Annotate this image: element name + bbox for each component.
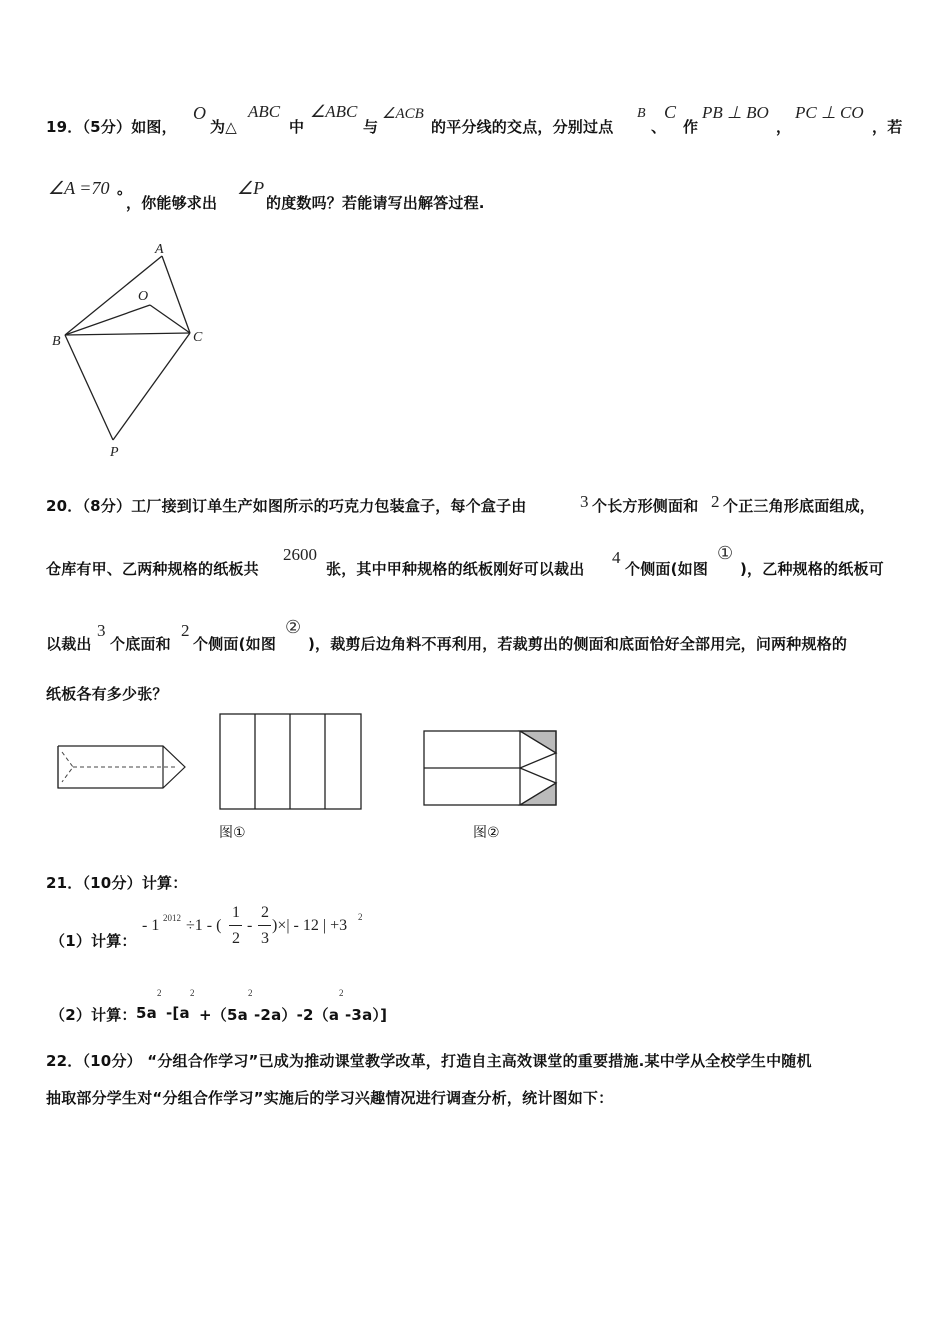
p2-term-2a: -2a）-2（a <box>254 1006 340 1024</box>
p1-fraction1-num: 1 <box>232 904 240 921</box>
q20-text-3b: 个底面和 <box>110 635 171 653</box>
p1-fraction2-num: 2 <box>261 904 269 921</box>
q19-text-zhong: 中 <box>289 118 305 136</box>
q20-text-2a: 仓库有甲、乙两种规格的纸板共 <box>46 560 259 578</box>
q19-zuo: 作 <box>683 118 699 136</box>
q19-ask2: 的度数吗？若能请写出解答过程. <box>266 194 485 212</box>
point-c: C <box>664 102 677 122</box>
q20-num-2600: 2600 <box>283 545 317 564</box>
q19-desc1: 的平分线的交点，分别过点 <box>431 118 614 136</box>
angle-acb: ∠ACB <box>382 106 424 122</box>
point-o: O <box>193 103 206 123</box>
p2-exp-4: 2 <box>339 988 344 998</box>
label-b: B <box>52 334 61 349</box>
p1-fraction1-den: 2 <box>232 930 240 947</box>
angle-a-70: ∠A =70 <box>48 178 110 198</box>
q19-dun: 、 <box>651 118 667 136</box>
figure-2-board <box>422 729 559 809</box>
p1-exponent-2012: 2012 <box>163 913 181 923</box>
q20-text-1b: 个长方形侧面和 <box>592 497 699 515</box>
segment-ac <box>162 256 190 333</box>
angle-abc: ∠ABC <box>310 102 358 121</box>
p2-exp-2: 2 <box>190 988 195 998</box>
p1-fraction2-den: 3 <box>261 930 269 947</box>
pc-perp-co: PC ⊥ CO <box>795 103 864 122</box>
label-p: P <box>110 445 119 460</box>
q19-number: 19．（5分）如图， <box>46 118 177 136</box>
q21-title: 21．（10分）计算： <box>46 874 188 892</box>
q19-geometry-figure <box>40 240 230 465</box>
p2-term-5a: 5a <box>136 1004 157 1022</box>
q19-comma: ， <box>776 118 792 136</box>
point-b: B <box>637 106 646 121</box>
circled-one: ① <box>717 543 734 564</box>
p1-minus-one: - 1 <box>142 917 160 934</box>
p2-exp-3: 2 <box>248 988 253 998</box>
p1-abs-part: )×| - 12 | +3 <box>272 917 348 934</box>
q20-text-1c: 个正三角形底面组成， <box>723 497 876 515</box>
segment-bp <box>65 335 113 440</box>
p2-exp-1: 2 <box>157 988 162 998</box>
q20-num-4: 4 <box>612 548 621 567</box>
q19-ask1: ，你能够求出 <box>126 194 218 212</box>
p2-term-5a2: +（5a <box>199 1006 248 1024</box>
label-c: C <box>193 330 203 345</box>
q20-text-4: 纸板各有多少张？ <box>46 685 168 703</box>
label-o: O <box>138 289 149 304</box>
triangle-abc: ABC <box>248 102 281 121</box>
chocolate-box-figure <box>55 740 190 795</box>
q20-num-2b: 2 <box>181 621 190 640</box>
p2-term-3a: -3a）] <box>345 1006 388 1024</box>
q20-text-2b: 张，其中甲种规格的纸板刚好可以裁出 <box>326 560 585 578</box>
p2-term-a: -[a <box>166 1004 190 1022</box>
circled-two: ② <box>285 617 302 638</box>
q20-num-3b: 3 <box>97 621 106 640</box>
q19-ruo: ，若 <box>872 118 903 136</box>
p1-exponent-2: 2 <box>358 912 363 922</box>
q19-text-wei: 为△ <box>210 118 237 136</box>
q21-part1-label: （1）计算： <box>50 932 137 950</box>
q20-text-3c: 个侧面(如图 <box>193 635 277 653</box>
label-a: A <box>155 242 164 257</box>
p1-fraction2-bar <box>258 925 271 926</box>
degree-sign: ° <box>116 188 124 206</box>
q20-num-3: 3 <box>580 492 589 511</box>
q20-text-3a: 以裁出 <box>46 635 92 653</box>
q22-line1: 22．（10分） “分组合作学习”已成为推动课堂教学改革，打造自主高效课堂的重要措施.某中学从全校学生中随机 <box>46 1052 812 1070</box>
pb-perp-bo: PB ⊥ BO <box>702 103 769 122</box>
figure-1-caption: 图① <box>219 825 246 841</box>
q19-text-yu: 与 <box>363 118 379 136</box>
q20-text-3d: )，裁剪后边角料不再利用，若裁剪出的侧面和底面恰好全部用完，问两种规格的 <box>308 635 848 653</box>
segment-cp <box>113 333 190 440</box>
q20-text-1a: 20．（8分）工厂接到订单生产如图所示的巧克力包装盒子，每个盒子由 <box>46 497 527 515</box>
q21-part2-label: （2）计算： <box>50 1006 137 1024</box>
angle-p: ∠P <box>237 178 265 198</box>
segment-bc <box>65 333 190 335</box>
q20-text-2d: )，乙种规格的纸板可 <box>740 560 884 578</box>
figure-2-caption: 图② <box>473 825 500 841</box>
q22-line2: 抽取部分学生对“分组合作学习”实施后的学习兴趣情况进行调查分析，统计图如下： <box>46 1089 614 1107</box>
p1-divide-part: ÷1 - ( <box>186 917 222 934</box>
segment-bo <box>65 305 150 335</box>
p1-fraction1-bar <box>229 925 242 926</box>
q20-num-2: 2 <box>711 492 720 511</box>
figure-1-board <box>218 712 364 812</box>
q20-text-2c: 个侧面(如图 <box>625 560 709 578</box>
p1-minus: - <box>243 917 257 934</box>
segment-co <box>150 305 190 333</box>
